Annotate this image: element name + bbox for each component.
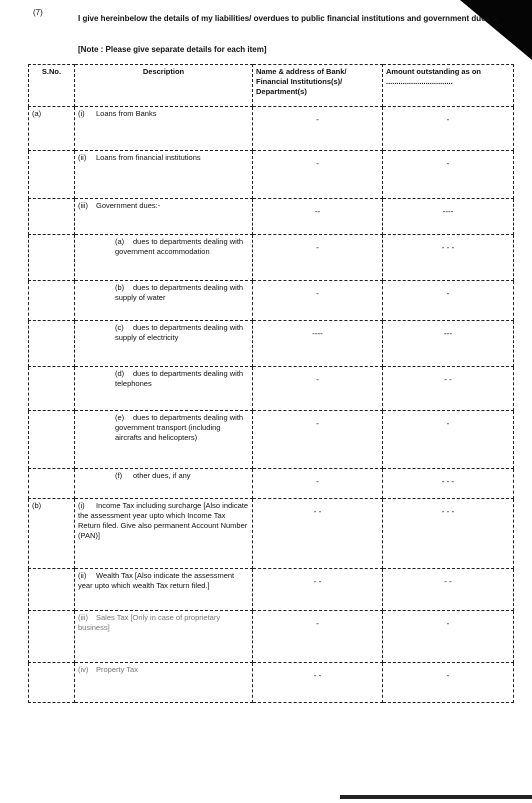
row-sno xyxy=(29,411,75,469)
table-row xyxy=(29,107,514,151)
row-name-address: - xyxy=(316,159,319,168)
row-amount: - xyxy=(446,619,450,628)
table-row xyxy=(29,411,514,469)
row-text: Wealth Tax [Also indicate the assessment year upto which wealth Tax return filed.] xyxy=(78,571,235,590)
row-sno xyxy=(29,663,75,703)
row-name-address: ---- xyxy=(312,329,323,338)
row-label: (e) xyxy=(115,413,125,422)
intro-text: I give hereinbelow the details of my liabilities/ overdues to public financial institutions and government dues :- xyxy=(78,14,498,23)
row-name-address: - xyxy=(316,619,319,628)
row-amount: - xyxy=(446,671,450,680)
table-row xyxy=(29,663,514,703)
row-description xyxy=(75,107,253,151)
row-text: Property Tax xyxy=(96,665,138,674)
row-description xyxy=(75,663,253,703)
row-text: dues to departments dealing with government accommodation xyxy=(115,237,244,256)
table-row xyxy=(29,151,514,199)
header-amount: Amount outstanding as on ................................ xyxy=(383,65,514,107)
row-amount: - - - xyxy=(441,477,455,486)
row-text: Loans from financial institutions xyxy=(96,153,201,162)
table-row xyxy=(29,469,514,499)
table-row xyxy=(29,199,514,235)
row-description xyxy=(75,281,253,321)
row-sno xyxy=(29,199,75,235)
row-name-address: - xyxy=(316,477,319,486)
table-row xyxy=(29,281,514,321)
table-row xyxy=(29,611,514,663)
row-amount: ---- xyxy=(442,207,454,216)
row-sno xyxy=(29,281,75,321)
row-sno xyxy=(29,611,75,663)
table-row xyxy=(29,569,514,611)
row-description xyxy=(75,611,253,663)
row-label: (iii) xyxy=(78,201,88,210)
header-row xyxy=(29,65,514,107)
row-amount: - xyxy=(446,419,450,428)
row-label: (d) xyxy=(115,369,125,378)
row-description xyxy=(75,469,253,499)
row-label: (c) xyxy=(115,323,124,332)
row-amount: - - - xyxy=(441,243,455,252)
row-label: (i) xyxy=(78,109,85,118)
row-description xyxy=(75,411,253,469)
row-amount: - - xyxy=(444,577,452,586)
table-row xyxy=(29,235,514,281)
note-text: [Note : Please give separate details for each item] xyxy=(78,45,267,54)
row-description xyxy=(75,321,253,367)
row-description xyxy=(75,569,253,611)
row-description xyxy=(75,199,253,235)
row-label: (iii) xyxy=(78,613,88,622)
row-amount: --- xyxy=(444,329,452,338)
row-description xyxy=(75,367,253,411)
row-text: Government dues:- xyxy=(96,201,161,210)
row-name-address: - xyxy=(316,115,319,124)
row-name-address: - - xyxy=(313,507,322,516)
liabilities-table xyxy=(28,64,514,703)
row-label: (f) xyxy=(115,471,123,480)
row-amount: - - xyxy=(444,375,452,384)
row-amount: - - - xyxy=(441,507,455,516)
row-label: (ii) xyxy=(78,153,87,162)
row-sno xyxy=(29,151,75,199)
table-row xyxy=(29,321,514,367)
row-text: Sales Tax [Only in case of proprietary business] xyxy=(78,613,221,632)
row-name-address: - - xyxy=(313,671,322,680)
row-text: dues to departments dealing with supply of water xyxy=(115,283,244,302)
scan-artifact-line xyxy=(340,795,532,799)
row-description xyxy=(75,499,253,569)
row-amount: - xyxy=(446,159,450,168)
table-row xyxy=(29,367,514,411)
row-text: dues to departments dealing with government transport (including aircrafts and helicopters) xyxy=(115,413,244,442)
row-sno: (b) xyxy=(29,499,75,569)
row-text: dues to departments dealing with telephones xyxy=(115,369,244,388)
row-name-address: - xyxy=(316,419,319,428)
header-name-address: Name & address of Bank/ Financial Institutions(s)/ Department(s) xyxy=(253,65,383,107)
table-row xyxy=(29,499,514,569)
row-description xyxy=(75,235,253,281)
row-label: (iv) xyxy=(78,665,89,674)
row-text: Loans from Banks xyxy=(96,109,157,118)
row-sno xyxy=(29,367,75,411)
row-description xyxy=(75,151,253,199)
header-description: Description xyxy=(75,65,253,107)
row-sno xyxy=(29,235,75,281)
row-sno xyxy=(29,469,75,499)
row-amount: - xyxy=(446,115,450,124)
row-name-address: - xyxy=(316,375,319,384)
scan-corner-shadow xyxy=(460,0,532,60)
row-sno xyxy=(29,321,75,367)
row-name-address: -- xyxy=(314,207,321,216)
row-label: (b) xyxy=(115,283,125,292)
row-text: dues to departments dealing with supply of electricity xyxy=(115,323,244,342)
row-label: (i) xyxy=(78,501,85,510)
row-name-address: - xyxy=(316,289,319,298)
row-name-address: - xyxy=(316,243,319,252)
row-label: (a) xyxy=(115,237,125,246)
header-sno: S.No. xyxy=(29,65,75,107)
row-text: Income Tax including surcharge [Also indicate the assessment year upto which Income Tax Return filed. Give also permanent Account Number (PAN)] xyxy=(78,501,249,540)
row-sno: (a) xyxy=(29,107,75,151)
row-amount: - xyxy=(446,289,450,298)
row-label: (ii) xyxy=(78,571,87,580)
row-sno xyxy=(29,569,75,611)
item-number: (7) xyxy=(33,8,43,17)
row-name-address: - - xyxy=(313,577,322,586)
row-text: other dues, if any xyxy=(133,471,191,480)
